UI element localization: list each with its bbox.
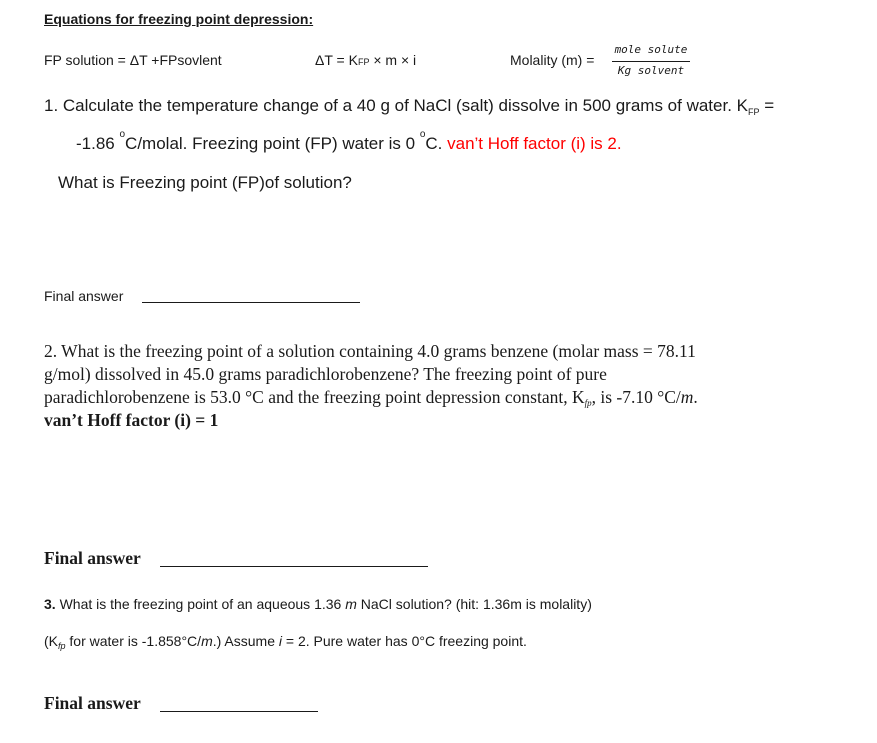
q2-answer-label: Final answer [44,548,141,568]
q3-line1-b: NaCl solution? (hit: 1.36m is molality) [356,596,592,612]
q2-line3-b: , is -7.10 °C/ [591,387,681,407]
fraction-bar [612,61,690,62]
q1-line2 [76,129,622,154]
fp-solution-equation: FP solution = ΔT +FPsovlent [44,52,222,68]
q3-line2-a: (K [44,633,58,649]
molality-label: Molality (m) = [510,52,595,68]
q2-line3-a: paradichlorobenzene is 53.0 °C and the freezing point depression constant, K [44,387,585,407]
q1-kfp-subscript: FP [747,107,760,117]
q1-answer-field[interactable] [142,302,360,303]
molality-denominator: Kg solvent [617,64,685,77]
q3-answer-field[interactable] [160,711,318,712]
q2-line3 [44,387,698,408]
q3-line2-b: for water is -1.858°C/ [65,633,202,649]
q3-kfp-subscript: fp [58,641,66,651]
q3-number: 3. [44,596,56,612]
q2-line3-end: . [693,387,698,407]
q3-line2 [44,633,527,649]
q1-line2-a: -1.86 [76,134,120,153]
delta-t-equation [315,52,416,68]
q1-vant-hoff-factor: van’t Hoff factor (i) is 2. [447,134,622,153]
delta-t-suffix: × m × i [369,52,417,68]
q3-line1 [44,596,592,612]
q1-answer-label: Final answer [44,288,124,304]
q3-molal-unit-2: m [201,633,213,649]
delta-t-prefix: ΔT = K [315,52,358,68]
q1-line2-b: C/molal. Freezing point (FP) water is 0 [125,134,420,153]
molality-numerator: mole solute [614,43,688,56]
delta-t-subscript: FP [357,57,370,67]
q2-kfp-subscript: fp [584,398,592,408]
q1-line1 [44,96,774,116]
q1-line2-c: C. [425,134,448,153]
degree-symbol-2: o [419,129,426,140]
q2-line1: 2. What is the freezing point of a solution containing 4.0 grams benzene (molar mass = 78.11 [44,341,696,361]
q1-line1-end: = [759,96,775,115]
q2-answer-field[interactable] [160,566,428,567]
q3-line2-c: .) Assume [212,633,279,649]
q2-vant-hoff-factor: van’t Hoff factor (i) = 1 [44,410,219,430]
q3-vant-hoff-symbol: i [278,633,282,649]
q1-line1-text: 1. Calculate the temperature change of a 40 g of NaCl (salt) dissolve in 500 grams of water. K [44,96,748,115]
q3-answer-label: Final answer [44,693,141,713]
q1-line3: What is Freezing point (FP)of solution? [58,173,352,192]
q3-molal-unit: m [345,596,357,612]
q2-molal-unit: m [680,387,694,407]
q2-line2: g/mol) dissolved in 45.0 grams paradichlorobenzene? The freezing point of pure [44,364,607,384]
q3-line2-d: = 2. Pure water has 0°C freezing point. [282,633,527,649]
q3-line1-a: What is the freezing point of an aqueous 1.36 [55,596,346,612]
degree-symbol-1: o [119,129,126,140]
page-title: Equations for freezing point depression: [44,11,314,27]
